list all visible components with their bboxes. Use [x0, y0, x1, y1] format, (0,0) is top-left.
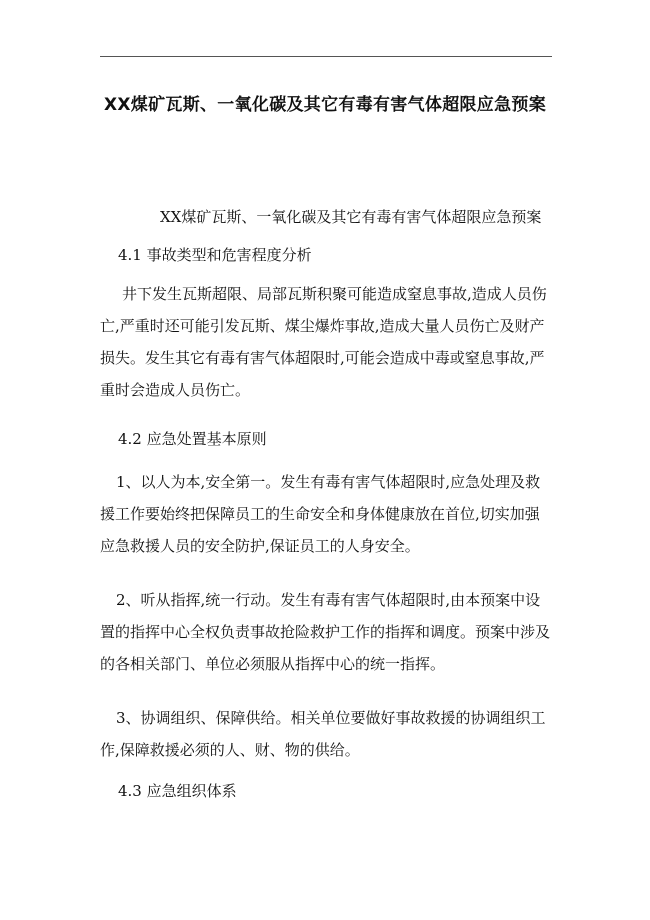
- paragraph-line: 援工作要始终把保障员工的生命安全和身体健康放在首位,切实加强: [100, 505, 540, 523]
- paragraph-line: 损失。发生其它有毒有害气体超限时,可能会造成中毒或窒息事故,严: [100, 349, 545, 367]
- paragraph-principle-2: [100, 584, 552, 680]
- paragraph-line: 应急救援人员的安全防护,保证员工的人身安全。: [100, 537, 420, 555]
- paragraph-line: 置的指挥中心全权负责事故抢险救护工作的指挥和调度。预案中涉及: [100, 623, 551, 641]
- paragraph-line: 井下发生瓦斯超限、局部瓦斯积聚可能造成窒息事故,造成人员伤: [122, 285, 547, 303]
- document-subtitle: XX煤矿瓦斯、一氧化碳及其它有毒有害气体超限应急预案: [160, 208, 542, 226]
- paragraph-line: 的各相关部门、单位必须服从指挥中心的统一指挥。: [100, 655, 446, 673]
- paragraph-principle-1: [100, 466, 552, 562]
- header-rule: [100, 56, 552, 57]
- paragraph-line: 作,保障救援必须的人、财、物的供给。: [100, 741, 360, 759]
- section-heading-4-1: 4.1 事故类型和危害程度分析: [118, 246, 312, 264]
- paragraph-line: 亡,严重时还可能引发瓦斯、煤尘爆炸事故,造成大量人员伤亡及财产: [100, 317, 545, 335]
- paragraph-hazard-analysis: [100, 278, 552, 406]
- paragraph-line: 1、以人为本,安全第一。发生有毒有害气体超限时,应急处理及救: [116, 473, 541, 491]
- paragraph-line: 2、听从指挥,统一行动。发生有毒有害气体超限时,由本预案中设: [116, 591, 541, 609]
- paragraph-line: 重时会造成人员伤亡。: [100, 381, 251, 399]
- section-heading-4-3: 4.3 应急组织体系: [118, 782, 237, 800]
- paragraph-line: 3、协调组织、保障供给。相关单位要做好事故救援的协调组织工: [116, 709, 546, 727]
- document-title: XX煤矿瓦斯、一氧化碳及其它有毒有害气体超限应急预案: [103, 95, 546, 115]
- paragraph-principle-3: [100, 702, 552, 766]
- section-heading-4-2: 4.2 应急处置基本原则: [118, 430, 267, 448]
